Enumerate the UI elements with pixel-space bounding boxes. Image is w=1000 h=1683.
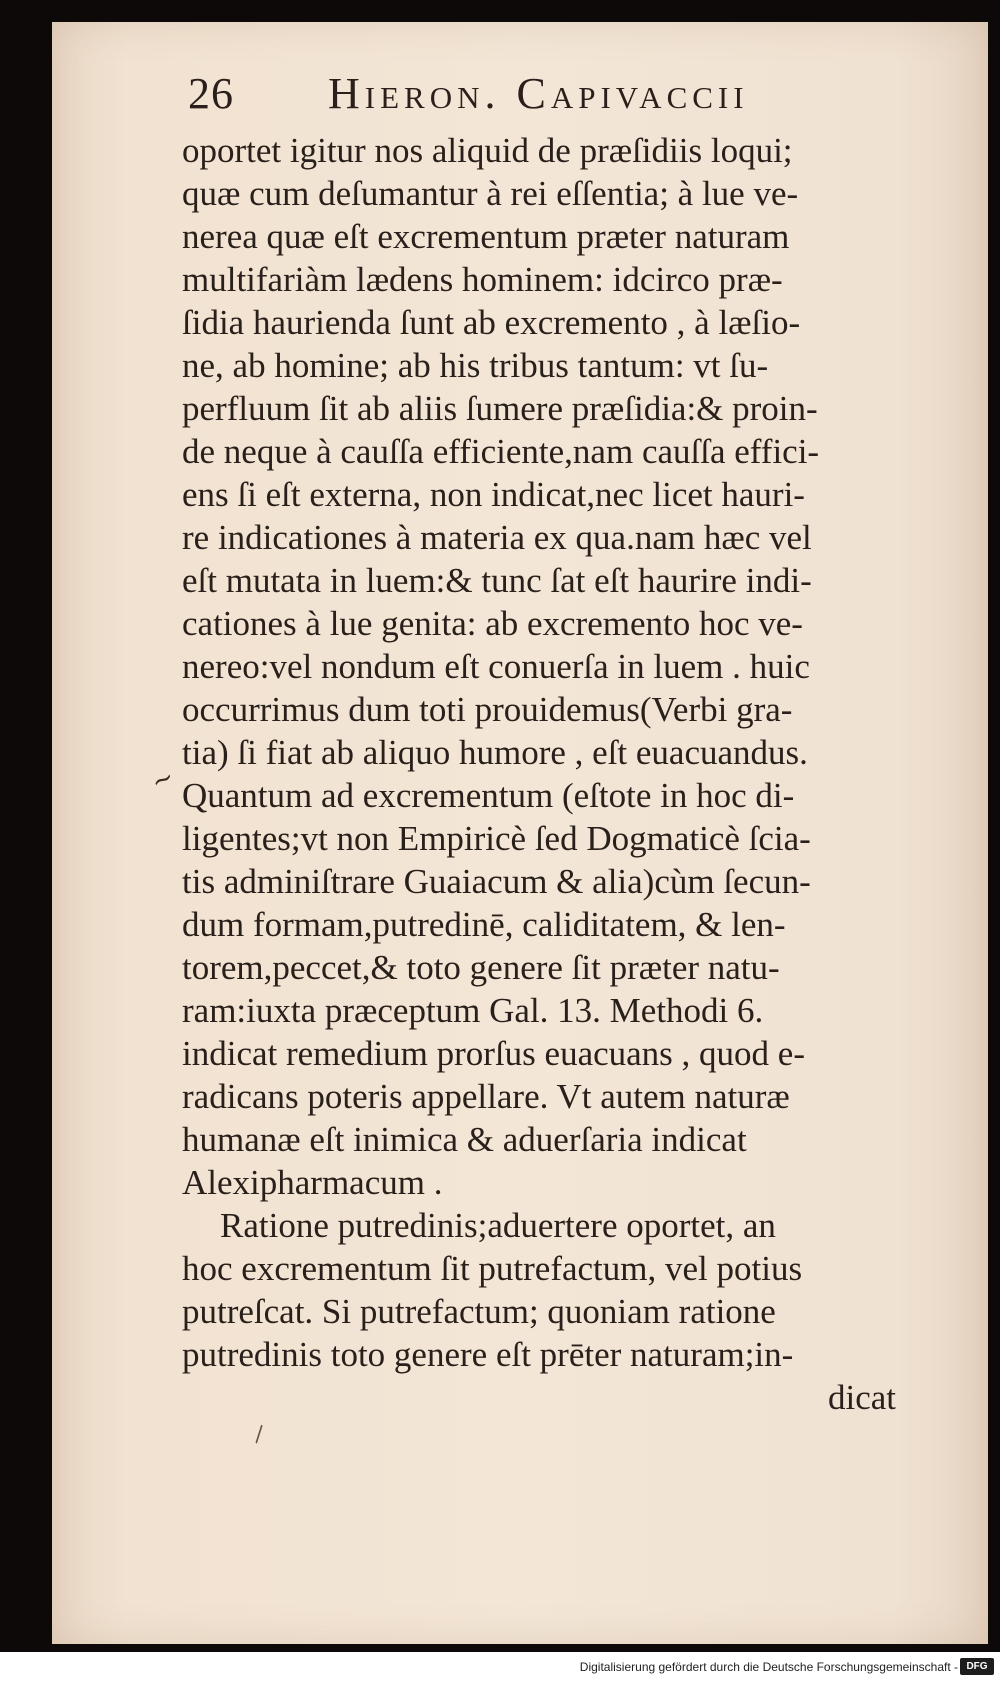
text-line: re indicationes à materia ex qua.nam hæc vel	[182, 518, 812, 557]
text-line: tia) ſi fiat ab aliquo humore , eſt euacuandus.	[182, 733, 808, 772]
ink-speck: \	[248, 1422, 269, 1447]
text-line: Alexipharmacum .	[182, 1163, 443, 1202]
paragraph-start-line: Ratione putredinis;aduertere oportet, an	[220, 1206, 776, 1245]
text-line: eſt mutata in luem:& tunc ſat eſt haurire indi-	[182, 561, 812, 600]
text-line: dum formam,putredinē, caliditatem, & len-	[182, 905, 786, 944]
text-line: occurrimus dum toti prouidemus(Verbi gra-	[182, 690, 793, 729]
text-line: torem,peccet,& toto genere ſit præter natu-	[182, 948, 780, 987]
text-line: ligentes;vt non Empiricè ſed Dogmaticè ſcia-	[182, 819, 811, 858]
text-line: Quantum ad excrementum (eſtote in hoc di-	[182, 776, 795, 815]
page-header	[188, 68, 888, 128]
margin-pen-mark: ~	[146, 761, 180, 799]
text-line: radicans poteris appellare. Vt autem naturæ	[182, 1077, 790, 1116]
text-line: tis adminiſtrare Guaiacum & alia)cùm ſecun-	[182, 862, 811, 901]
text-line: ram:iuxta præceptum Gal. 13. Methodi 6.	[182, 991, 764, 1030]
text-line: oportet igitur nos aliquid de præſidiis loqui;	[182, 131, 793, 170]
text-line: quæ cum deſumantur à rei eſſentia; à lue ve-	[182, 174, 799, 213]
text-line: ne, ab homine; ab his tribus tantum: vt ſu-	[182, 346, 769, 385]
text-line: ens ſi eſt externa, non indicat,nec licet hauri-	[182, 475, 805, 514]
text-line: putreſcat. Si putrefactum; quoniam ratione	[182, 1292, 776, 1331]
page-number: 26	[188, 69, 234, 118]
text-line: putredinis toto genere eſt prēter naturam;in-	[182, 1335, 794, 1374]
footer-bar	[0, 1652, 1000, 1683]
funding-credit: Digitalisierung gefördert durch die Deutsche Forschungsgemeinschaft -	[579, 1660, 958, 1674]
text-line: humanæ eſt inimica & aduerſaria indicat	[182, 1120, 747, 1159]
text-line: nerea quæ eſt excrementum præter naturam	[182, 217, 790, 256]
text-line: de neque à cauſſa efficiente,nam cauſſa effici-	[182, 432, 820, 471]
running-title: Hieron. Capivaccii	[328, 69, 749, 118]
dfg-logo-icon: DFG	[960, 1658, 994, 1675]
body-text	[182, 129, 902, 1419]
text-line: indicat remedium prorſus euacuans , quod e-	[182, 1034, 805, 1073]
catchword: dicat	[827, 1378, 896, 1417]
text-line: perfluum ſit ab aliis ſumere præſidia:& proin-	[182, 389, 818, 428]
text-line: multifariàm lædens hominem: idcirco præ-	[182, 260, 783, 299]
text-line: hoc excrementum ſit putrefactum, vel potius	[182, 1249, 803, 1288]
text-line: ſidia haurienda ſunt ab excremento , à læſio-	[182, 303, 801, 342]
text-line: cationes à lue genita: ab excremento hoc ve-	[182, 604, 803, 643]
text-line: nereo:vel nondum eſt conuerſa in luem . huic	[182, 647, 810, 686]
